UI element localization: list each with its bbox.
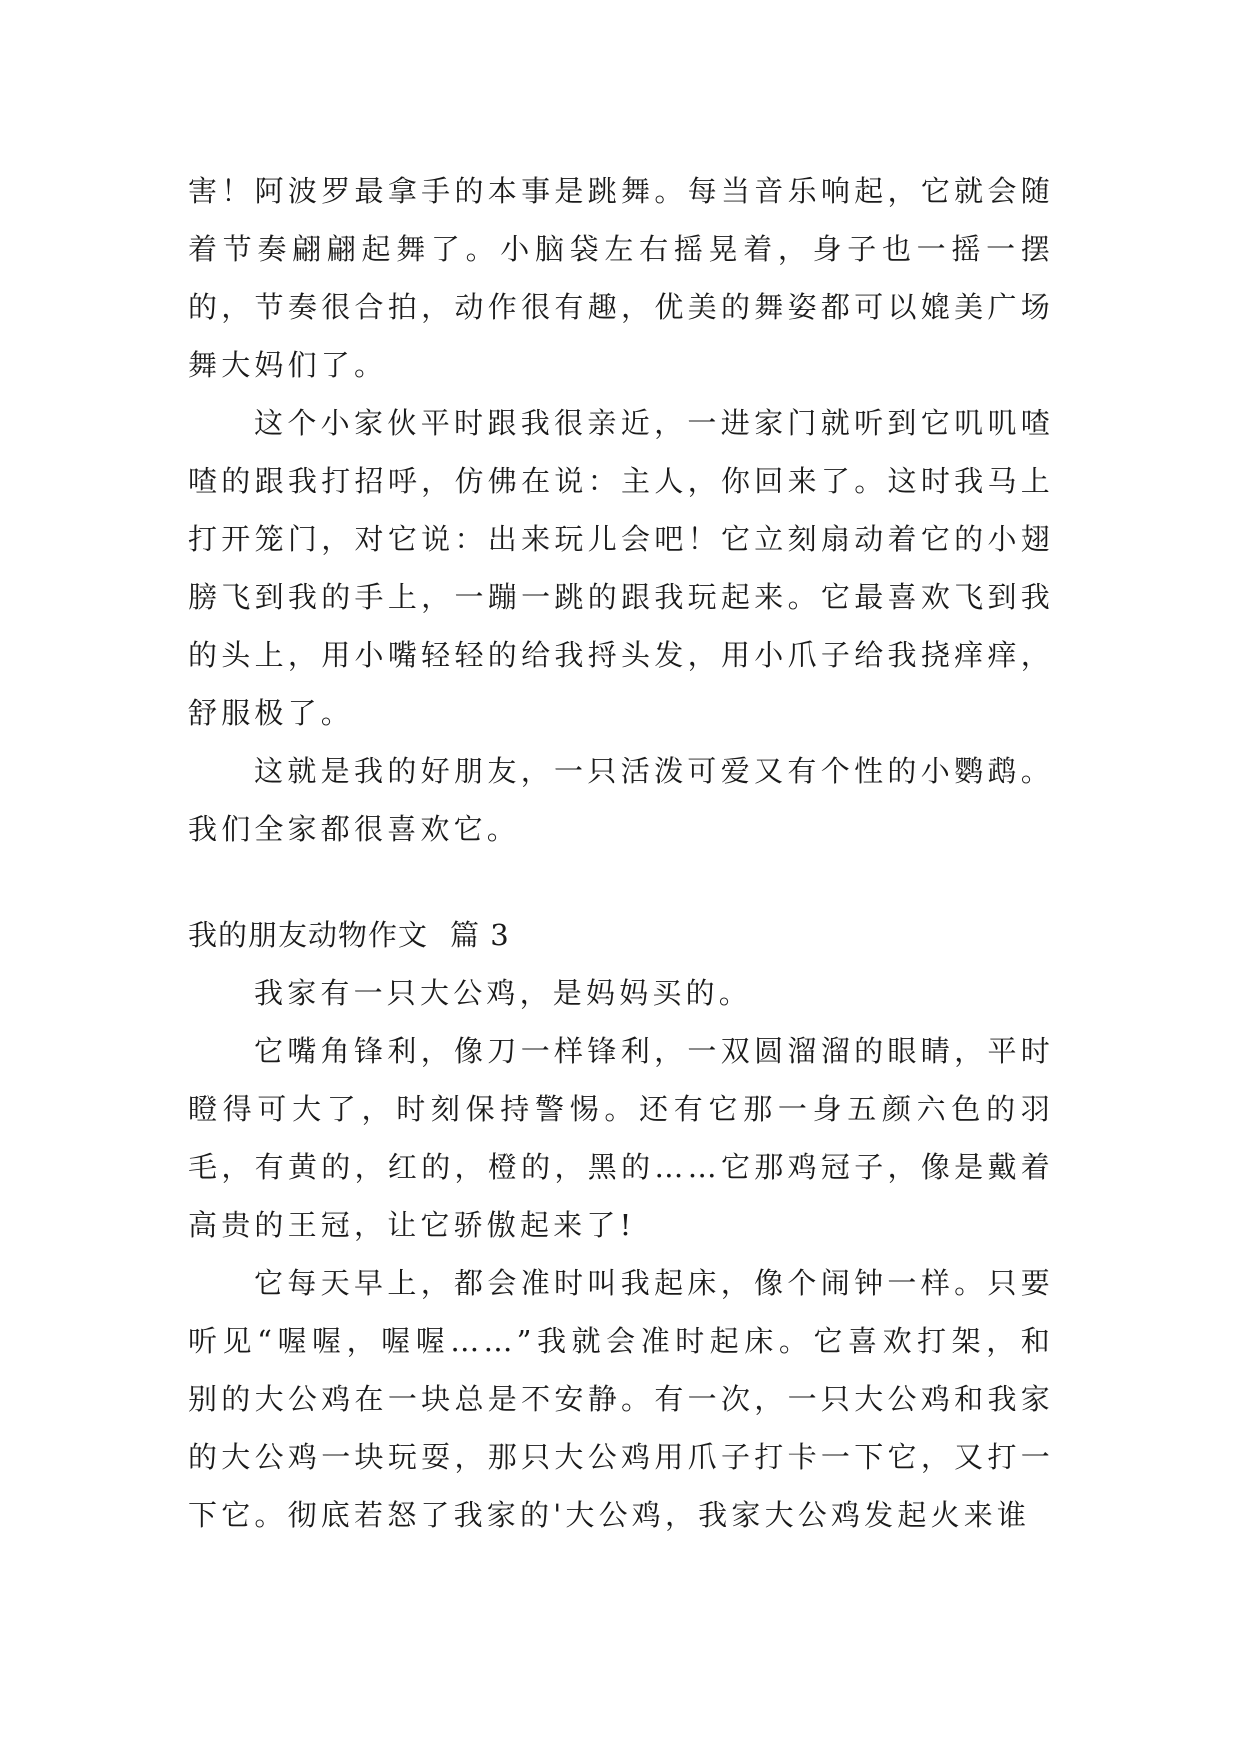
- paragraph-continued: 害！阿波罗最拿手的本事是跳舞。每当音乐响起，它就会随着节奏翩翩起舞了。小脑袋左右摇晃着，身子也一摇一摆的，节奏很合拍，动作很有趣，优美的舞姿都可以媲美广场舞大妈们了。: [188, 174, 1054, 382]
- paragraph: 它嘴角锋利，像刀一样锋利，一双圆溜溜的眼睛，平时瞪得可大了，时刻保持警惕。还有它那一身五颜六色的羽毛，有黄的，红的，橙的，黑的……它那鸡冠子，像是戴着高贵的王冠，让它骄傲起来了!: [188, 1034, 1054, 1242]
- paragraph: 这就是我的好朋友，一只活泼可爱又有个性的小鹦鹉。我们全家都很喜欢它。: [188, 754, 1054, 846]
- essay-body-bottom: [188, 906, 1054, 1544]
- paragraph: 这个小家伙平时跟我很亲近，一进家门就听到它叽叽喳喳的跟我打招呼，仿佛在说：主人，你回来了。这时我马上打开笼门，对它说：出来玩儿会吧！它立刻扇动着它的小翅膀飞到我的手上，一蹦一跳的跟我玩起来。它最喜欢飞到我的头上，用小嘴轻轻的给我捋头发，用小爪子给我挠痒痒，舒服极了。: [188, 406, 1054, 730]
- section-heading: [188, 906, 1054, 964]
- essay-body-top: [188, 162, 1054, 858]
- section-heading-part: 篇 3: [450, 918, 510, 952]
- paragraph: 它每天早上，都会准时叫我起床，像个闹钟一样。只要听见“喔喔，喔喔……”我就会准时起床。它喜欢打架，和别的大公鸡在一块总是不安静。有一次，一只大公鸡和我家的大公鸡一块玩耍，那只大公鸡用爪子打卡一下它，又打一下它。彻底若怒了我家的'大公鸡，我家大公鸡发起火来谁: [188, 1266, 1054, 1532]
- paragraph: 我家有一只大公鸡，是妈妈买的。: [254, 976, 753, 1010]
- section-heading-title: 我的朋友动物作文: [188, 918, 429, 952]
